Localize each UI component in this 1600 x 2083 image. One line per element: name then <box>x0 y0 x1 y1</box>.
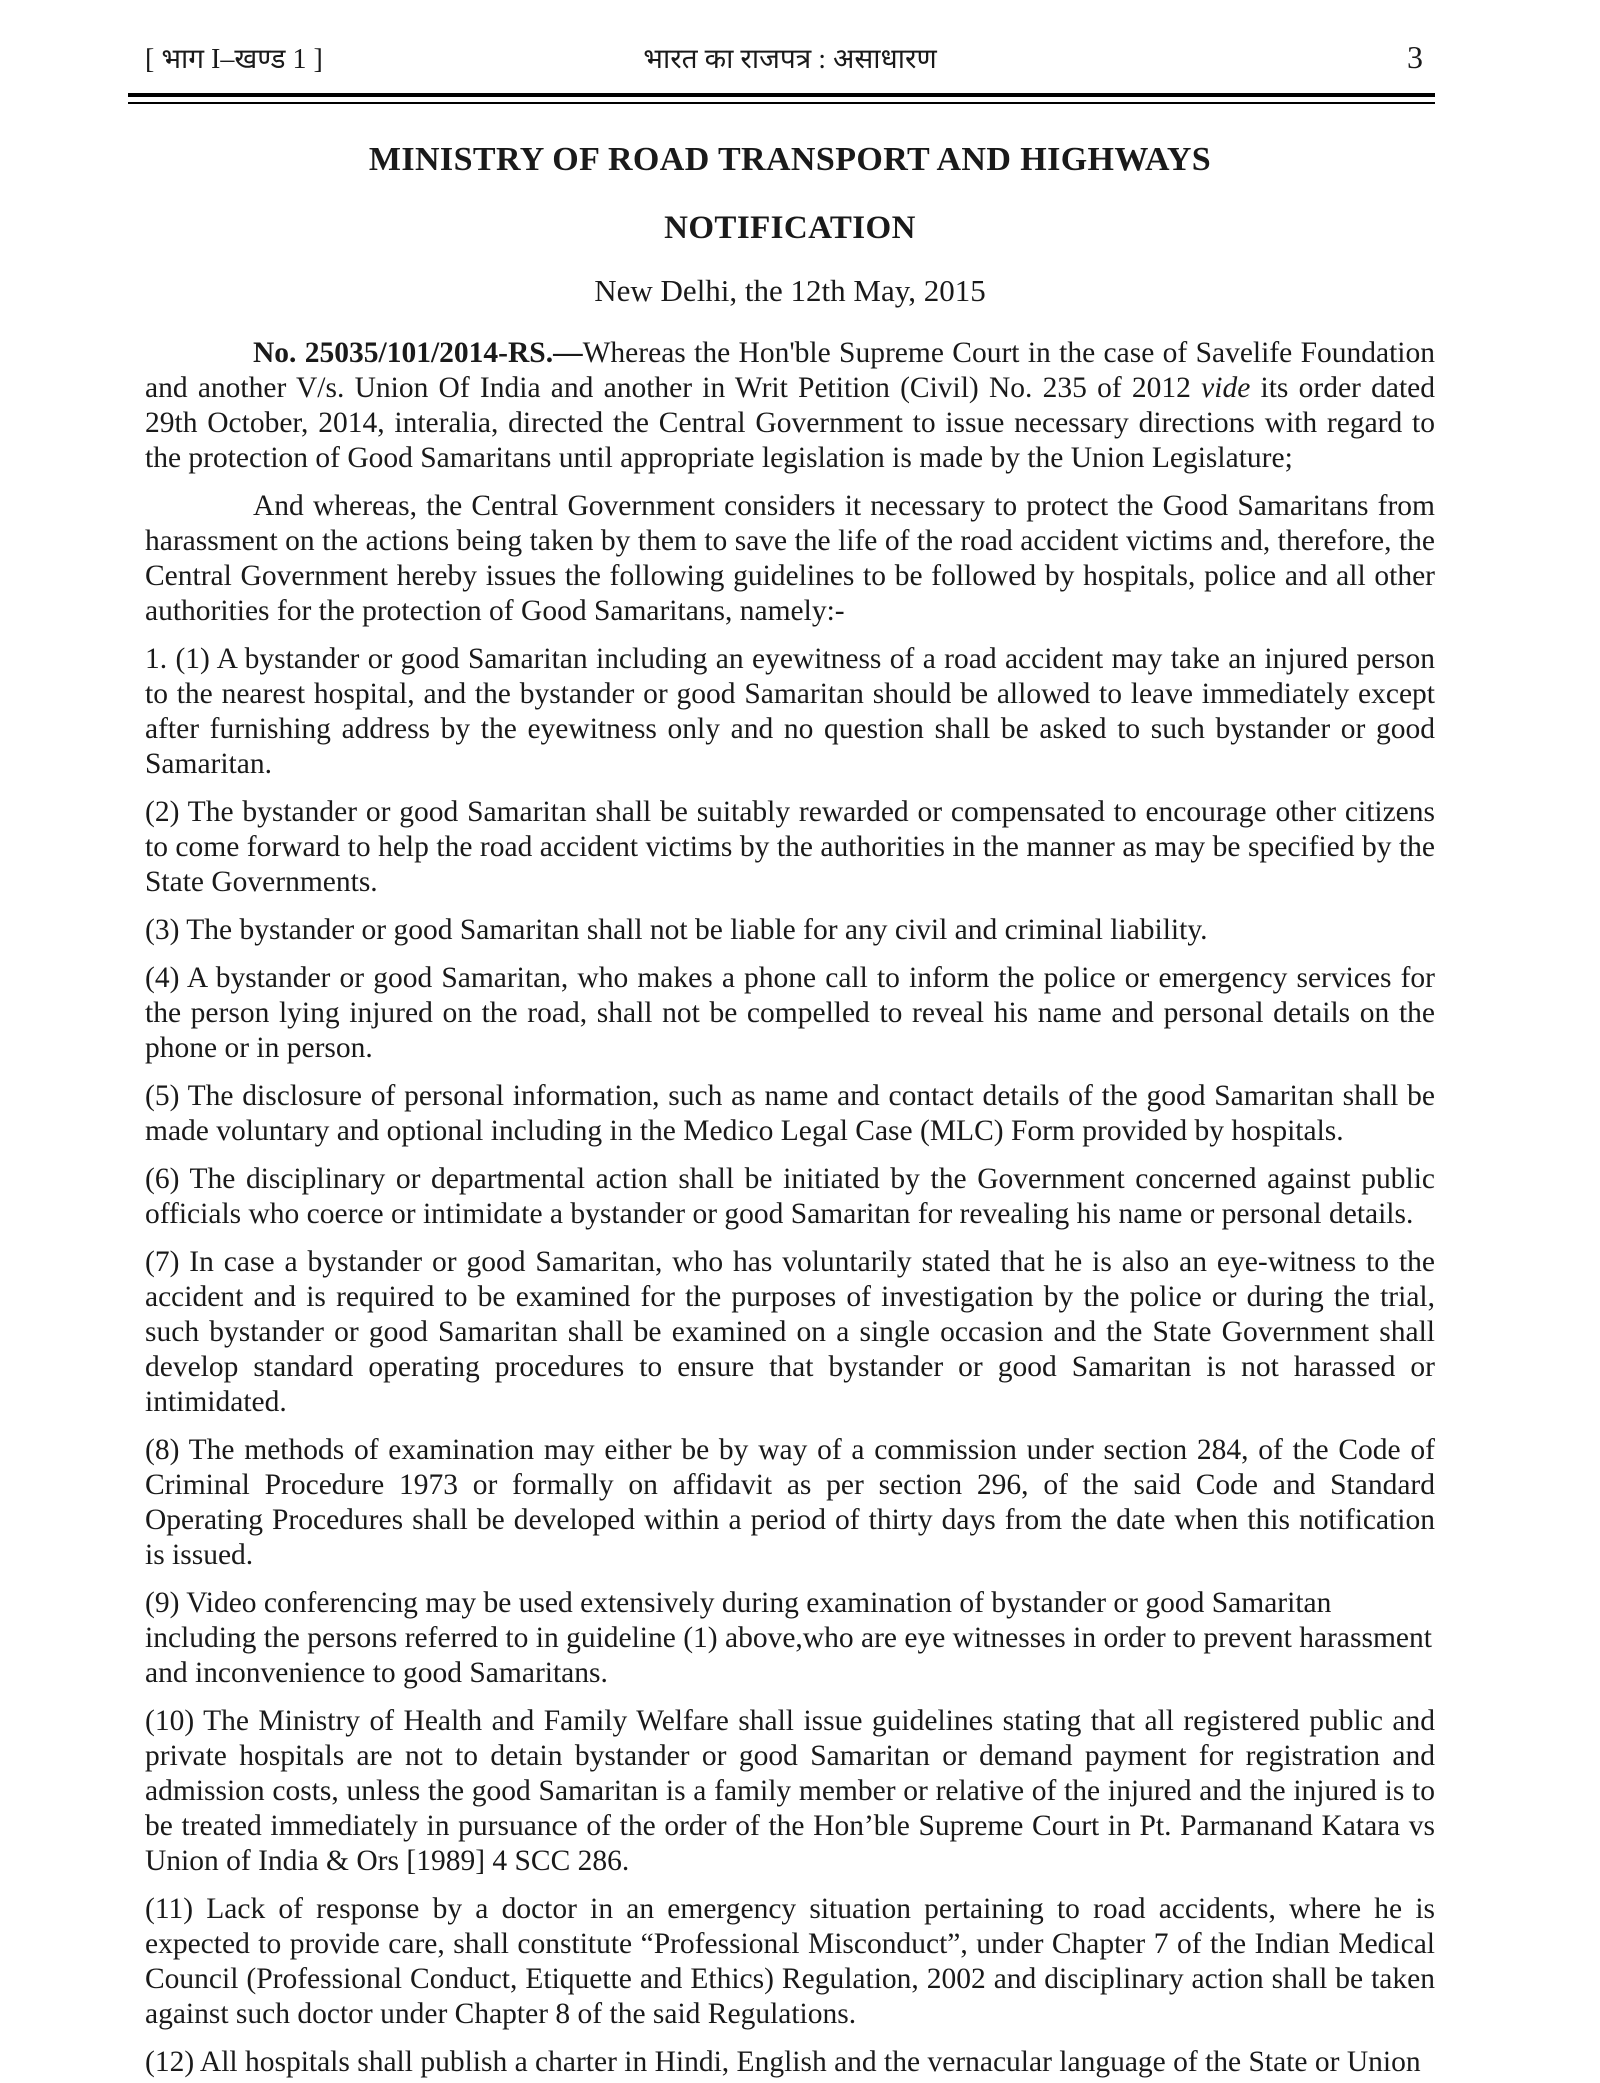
notification-heading: NOTIFICATION <box>664 210 916 246</box>
guideline-3: (3) The bystander or good Samaritan shall not be liable for any civil and criminal liability. <box>145 914 1208 946</box>
guideline-9: (9) Video conferencing may be used extensively during examination of bystander or good Samaritan including the persons referred to in guideline (1) above,who are eye witnesses in order to prevent harassment and inconvenience to good Samaritans. <box>145 1587 1432 1689</box>
opening-text-after-vide: its order dated 29th October, 2014, interalia, directed the Central Government to issue necessary directions with regard to the protection of Good Samaritans until appropriate legislation is made by the Union Legislature; <box>145 372 1435 474</box>
guideline-11: (11) Lack of response by a doctor in an emergency situation pertaining to road accidents, where he is expected to provide care, shall constitute “Professional Misconduct”, under Chapter 7 of the Indian Medical Council (Professional Conduct, Etiquette and Ethics) Regulation, 2002 and disciplinary action shall be taken against such doctor under Chapter 8 of the said Regulations. <box>145 1893 1435 2030</box>
guideline-8: (8) The methods of examination may either be by way of a commission under section 284, of the Code of Criminal Procedure 1973 or formally on affidavit as per section 296, of the said Code and Standard Operating Procedures shall be developed within a period of thirty days from the date when this notification is issued. <box>145 1434 1435 1571</box>
guideline-12: (12) All hospitals shall publish a charter in Hindi, English and the vernacular language of the State or Union <box>145 2046 1421 2078</box>
opening-text-before-vide: Whereas the Hon'ble Supreme Court in the case of Savelife Foundation and another V/s. Union Of India and another in Writ Petition (Civil) No. 235 of 2012 <box>145 337 1435 404</box>
opening-paragraph <box>145 336 1435 476</box>
vide-italic: vide <box>1201 372 1251 404</box>
guideline-2: (2) The bystander or good Samaritan shall be suitably rewarded or compensated to encourage other citizens to come forward to help the road accident victims by the authorities in the manner as may be specified by the State Governments. <box>145 796 1435 898</box>
part-section-label: [ भाग I–खण्ड 1 ] <box>145 44 323 75</box>
guideline-1: 1. (1) A bystander or good Samaritan including an eyewitness of a road accident may take an injured person to the nearest hospital, and the bystander or good Samaritan should be allowed to leave immediately except after furnishing address by the eyewitness only and no question shall be asked to such bystander or good Samaritan. <box>145 643 1435 780</box>
preamble-paragraph: And whereas, the Central Government considers it necessary to protect the Good Samaritans from harassment on the actions being taken by them to save the life of the road accident victims and, therefore, the Central Government hereby issues the following guidelines to be followed by hospitals, police and all other authorities for the protection of Good Samaritans, namely:- <box>145 490 1435 627</box>
guideline-10: (10) The Ministry of Health and Family Welfare shall issue guidelines stating that all registered public and private hospitals are not to detain bystander or good Samaritan or demand payment for registration and admission costs, unless the good Samaritan is a family member or relative of the injured and the injured is to be treated immediately in pursuance of the order of the Hon’ble Supreme Court in Pt. Parmanand Katara vs Union of India & Ors [1989] 4 SCC 286. <box>145 1705 1435 1877</box>
guideline-6: (6) The disciplinary or departmental action shall be initiated by the Government concerned against public officials who coerce or intimidate a bystander or good Samaritan for revealing his name or personal details. <box>145 1163 1435 1230</box>
page-number: 3 <box>1407 39 1423 75</box>
dateline: New Delhi, the 12th May, 2015 <box>594 273 986 308</box>
header-double-rule <box>128 93 1435 104</box>
running-header <box>145 40 1435 77</box>
guideline-5: (5) The disclosure of personal information, such as name and contact details of the good Samaritan shall be made voluntary and optional including in the Medico Legal Case (MLC) Form provided by hospitals. <box>145 1080 1435 1147</box>
guideline-4: (4) A bystander or good Samaritan, who makes a phone call to inform the police or emergency services for the person lying injured on the road, shall not be compelled to reveal his name and personal details on the phone or in person. <box>145 962 1435 1064</box>
notification-number: No. 25035/101/2014-RS.— <box>253 337 583 369</box>
ministry-title: MINISTRY OF ROAD TRANSPORT AND HIGHWAYS <box>368 141 1212 178</box>
guideline-7: (7) In case a bystander or good Samaritan, who has voluntarily stated that he is also an eye-witness to the accident and is required to be examined for the purposes of investigation by the police or during the trial, such bystander or good Samaritan shall be examined on a single occasion and the State Government shall develop standard operating procedures to ensure that bystander or good Samaritan is not harassed or intimidated. <box>145 1246 1435 1418</box>
gazette-title: भारत का राजपत्र : असाधारण <box>643 44 937 75</box>
